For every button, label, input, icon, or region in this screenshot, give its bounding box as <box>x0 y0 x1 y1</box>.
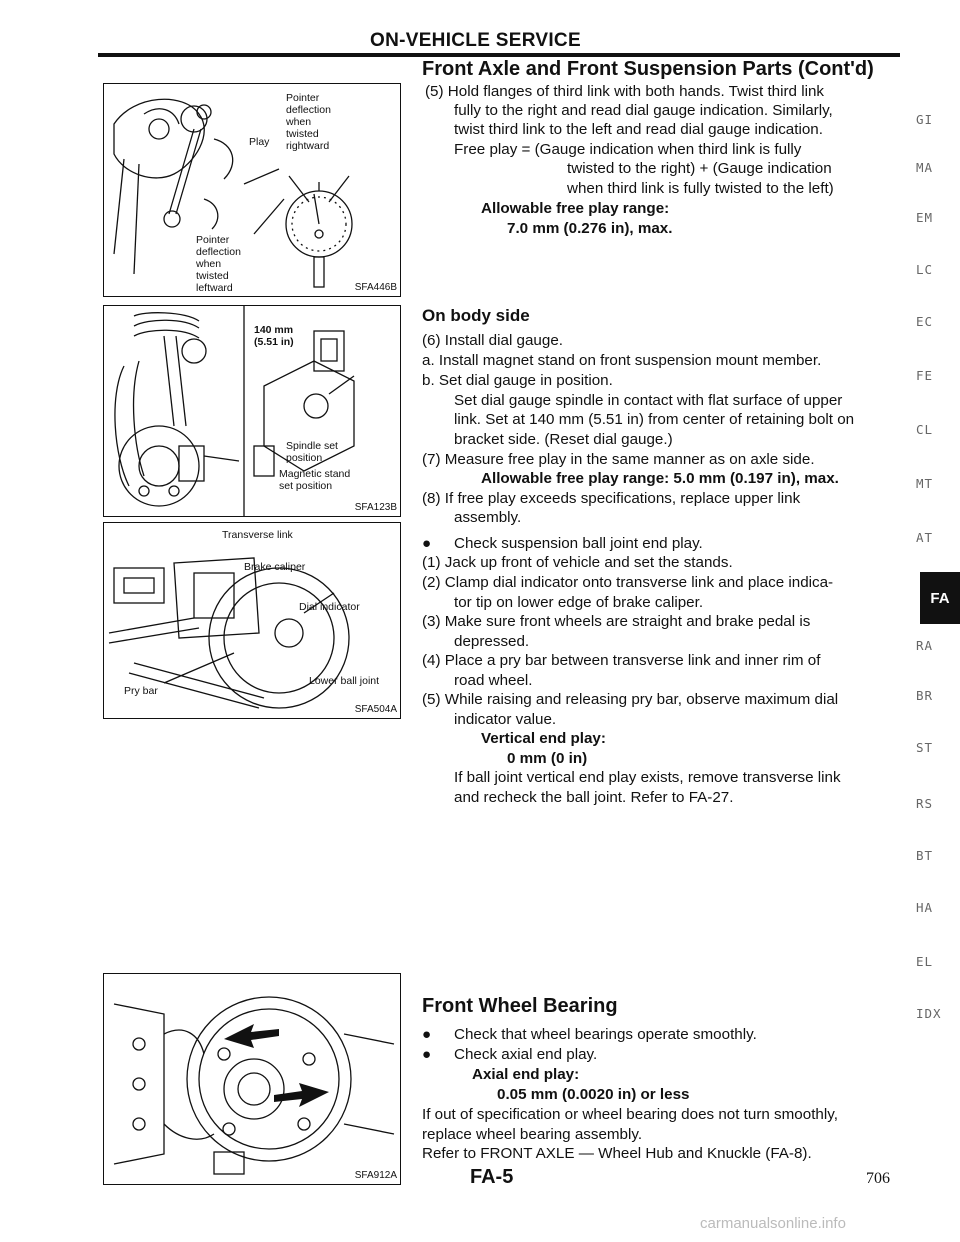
header-rule <box>98 53 900 57</box>
watermark: carmanualsonline.info <box>700 1215 846 1232</box>
label-brake-caliper: Brake caliper <box>244 561 306 573</box>
ball-joint-line-2: (1) Jack up front of vehicle and set the stands. <box>422 554 733 571</box>
side-tab-bt[interactable]: BT <box>916 848 934 863</box>
side-tab-mt[interactable]: MT <box>916 476 934 491</box>
label-position: position <box>286 452 323 464</box>
label-pry-bar: Pry bar <box>124 685 158 697</box>
body-side-line-3: b. Set dial gauge in position. <box>422 372 613 389</box>
allowable-free-play-label: Allowable free play range: <box>481 200 670 217</box>
ball-joint-line-1: Check suspension ball joint end play. <box>454 535 703 552</box>
label-twisted-2: twisted <box>196 270 229 282</box>
body-side-line-2: a. Install magnet stand on front suspension mount member. <box>422 352 822 369</box>
side-tab-fa-active[interactable]: FA <box>920 572 960 624</box>
label-play: Play <box>249 136 270 148</box>
label-when: when <box>286 116 312 128</box>
ball-joint-line-6: depressed. <box>454 633 530 650</box>
section-title: ON-VEHICLE SERVICE <box>370 30 581 51</box>
side-tab-lc[interactable]: LC <box>916 262 934 277</box>
side-tab-ec[interactable]: EC <box>916 314 934 329</box>
step-5-line-5: twisted to the right) + (Gauge indication <box>567 160 832 177</box>
label-deflection: deflection <box>286 104 331 116</box>
dial-gauge-illustration <box>104 84 400 296</box>
label-5-51in: (5.51 in) <box>254 336 294 348</box>
body-side-line-10: assembly. <box>454 509 522 526</box>
side-tab-rs[interactable]: RS <box>916 796 934 811</box>
figure-code: SFA123B <box>354 502 397 513</box>
step-5-line-2: fully to the right and read dial gauge indication. Similarly, <box>454 102 833 119</box>
side-tab-cl[interactable]: CL <box>916 422 934 437</box>
side-tab-el[interactable]: EL <box>916 954 934 969</box>
side-tab-em[interactable]: EM <box>916 210 934 225</box>
side-tab-st[interactable]: ST <box>916 740 934 755</box>
label-lower-ball-joint: Lower ball joint <box>309 675 380 687</box>
body-side-allowable: Allowable free play range: 5.0 mm (0.197 in), max. <box>481 470 839 487</box>
ball-joint-line-4: tor tip on lower edge of brake caliper. <box>454 594 704 611</box>
figure-wheel-bearing <box>103 973 401 1185</box>
side-tab-ha[interactable]: HA <box>916 900 934 915</box>
wheel-bearing-bullet-2: ● <box>422 1046 432 1063</box>
figure-code: SFA912A <box>354 1170 397 1181</box>
wheel-bearing-line-6: replace wheel bearing assembly. <box>422 1126 643 1143</box>
allowable-free-play-value: 7.0 mm (0.276 in), max. <box>507 220 673 237</box>
body-side-line-1: (6) Install dial gauge. <box>422 332 563 349</box>
axial-end-play-value: 0.05 mm (0.0020 in) or less <box>497 1086 690 1103</box>
wheel-bearing-heading: Front Wheel Bearing <box>422 995 618 1017</box>
wheel-bearing-line-1: Check that wheel bearings operate smoothly. <box>454 1026 757 1043</box>
label-when-2: when <box>196 258 222 270</box>
page-number: 706 <box>866 1170 890 1187</box>
label-rightward: rightward <box>286 140 330 152</box>
step-5-line-3: twist third link to the left and read dial gauge indication. <box>454 121 823 138</box>
side-tab-ra[interactable]: RA <box>916 638 934 653</box>
vertical-end-play-label: Vertical end play: <box>481 730 606 747</box>
ball-joint-line-5: (3) Make sure front wheels are straight and brake pedal is <box>422 613 811 630</box>
body-side-line-7: (7) Measure free play in the same manner as on axle side. <box>422 451 815 468</box>
vertical-end-play-value: 0 mm (0 in) <box>507 750 588 767</box>
step-5-line-4: Free play = (Gauge indication when third link is fully <box>454 141 802 158</box>
axial-end-play-label: Axial end play: <box>472 1066 580 1083</box>
ball-joint-line-9: (5) While raising and releasing pry bar, observe maximum dial <box>422 691 839 708</box>
figure-ball-joint <box>103 522 401 719</box>
label-140mm: 140 mm <box>254 324 294 336</box>
figure-dial-gauge <box>103 83 401 297</box>
page-code: FA-5 <box>470 1166 514 1188</box>
side-tab-at[interactable]: AT <box>916 530 934 545</box>
figure-code: SFA446B <box>354 282 397 293</box>
wheel-bearing-line-2: Check axial end play. <box>454 1046 598 1063</box>
label-deflection-2: deflection <box>196 246 241 258</box>
side-tab-br[interactable]: BR <box>916 688 934 703</box>
body-side-line-6: bracket side. (Reset dial gauge.) <box>454 431 673 448</box>
step-5-line-6: when third link is fully twisted to the left) <box>567 180 834 197</box>
ball-joint-line-10: indicator value. <box>454 711 557 728</box>
ball-joint-line-7: (4) Place a pry bar between transverse link and inner rim of <box>422 652 821 669</box>
subsection-title: Front Axle and Front Suspension Parts (Cont'd) <box>422 58 874 80</box>
body-side-line-5: link. Set at 140 mm (5.51 in) from center of retaining bolt on <box>454 411 855 428</box>
label-magnetic-stand: Magnetic stand <box>279 468 351 480</box>
label-leftward: leftward <box>196 282 233 294</box>
side-tab-ma[interactable]: MA <box>916 160 934 175</box>
wheel-bearing-illustration <box>104 974 400 1184</box>
wheel-bearing-line-7: Refer to FRONT AXLE — Wheel Hub and Knuckle (FA-8). <box>422 1145 812 1162</box>
label-spindle-set: Spindle set <box>286 440 338 452</box>
body-side-heading: On body side <box>422 306 530 325</box>
ball-joint-bullet: ● <box>422 535 432 552</box>
wheel-bearing-bullet-1: ● <box>422 1026 432 1043</box>
body-side-line-9: (8) If free play exceeds specifications, replace upper link <box>422 490 801 507</box>
figure-magnetic-stand <box>103 305 401 517</box>
label-dial-indicator: Dial indicator <box>299 601 360 613</box>
label-set-position: set position <box>279 480 333 492</box>
ball-joint-line-14: and recheck the ball joint. Refer to FA-27. <box>454 789 734 806</box>
ball-joint-line-13: If ball joint vertical end play exists, remove transverse link <box>454 769 841 786</box>
figure-code: SFA504A <box>354 704 397 715</box>
magnetic-stand-illustration <box>104 306 400 516</box>
side-tab-gi[interactable]: GI <box>916 112 934 127</box>
body-side-line-4: Set dial gauge spindle in contact with flat surface of upper <box>454 392 843 409</box>
label-twisted: twisted <box>286 128 319 140</box>
label-pointer: Pointer <box>286 92 320 104</box>
step-5-line-1: (5) Hold flanges of third link with both hands. Twist third link <box>425 83 825 100</box>
label-pointer-2: Pointer <box>196 234 230 246</box>
side-tab-idx[interactable]: IDX <box>916 1006 942 1021</box>
side-tab-fe[interactable]: FE <box>916 368 934 383</box>
ball-joint-line-3: (2) Clamp dial indicator onto transverse link and place indica- <box>422 574 834 591</box>
ball-joint-line-8: road wheel. <box>454 672 533 689</box>
wheel-bearing-line-5: If out of specification or wheel bearing does not turn smoothly, <box>422 1106 838 1123</box>
label-transverse-link: Transverse link <box>222 529 293 541</box>
